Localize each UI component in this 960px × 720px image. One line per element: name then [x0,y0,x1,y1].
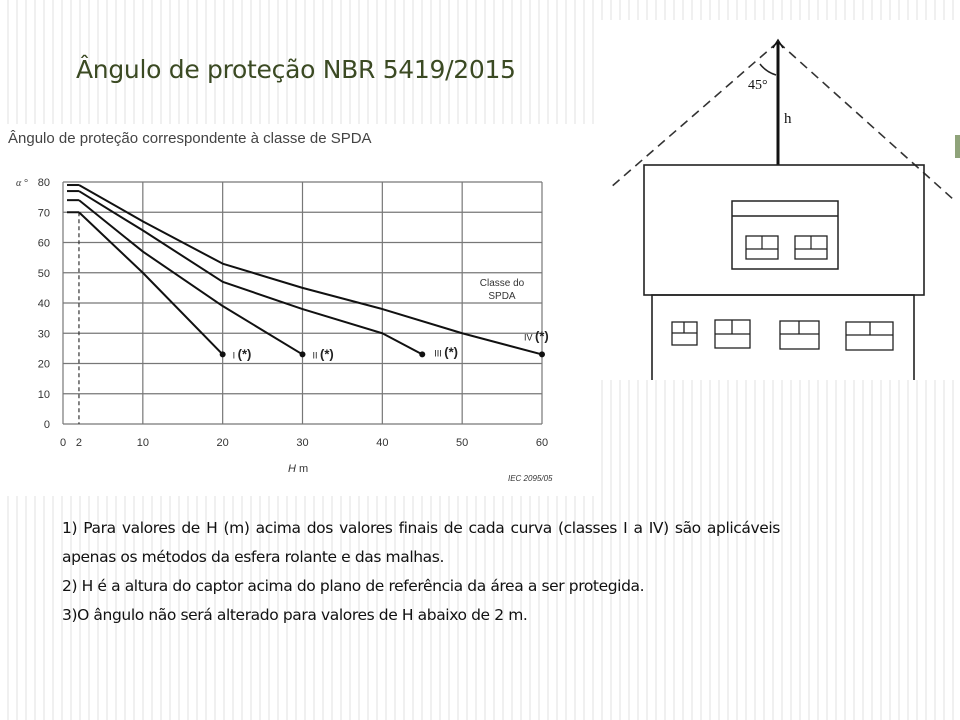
angle-label: 45° [748,78,768,93]
slide-title: Ângulo de proteção NBR 5419/2015 [76,55,516,84]
svg-text:40: 40 [376,437,389,449]
svg-text:IV (*): IV (*) [524,328,549,344]
note-1: 1) Para valores de H (m) acima dos valores finais de cada curva (classes I a IV) são aplicáveis apenas os métodos da esfera rolante e das malhas. [62,519,780,566]
svg-text:I (*): I (*) [232,346,252,362]
note-2: 2) H é a altura do captor acima do plano de referência da área a ser protegida. [62,577,645,595]
svg-text:70: 70 [37,207,50,220]
side-accent-bar [955,135,960,158]
svg-text:20: 20 [37,358,50,371]
svg-text:10: 10 [37,388,50,401]
height-label: h [784,111,792,127]
svg-text:0: 0 [59,437,67,449]
svg-text:10: 10 [136,437,149,449]
svg-text:30: 30 [296,437,309,449]
svg-text:60: 60 [535,437,549,449]
svg-text:40: 40 [37,298,50,310]
svg-text:50: 50 [37,267,50,280]
svg-text:60: 60 [37,237,50,250]
series-IV [79,185,542,354]
note-3: 3)O ângulo não será alterado para valores de H abaixo de 2 m. [62,606,528,624]
angle-arc [760,64,776,75]
svg-text:0: 0 [43,419,50,431]
svg-text:H m: H m [288,463,309,475]
notes-block [62,514,780,630]
svg-text:30: 30 [37,328,50,341]
chart-plot [0,124,598,496]
protection-angle-chart [0,124,598,496]
cone-left-line [610,42,778,188]
svg-text:III (*): III (*) [434,344,458,360]
upper-floor [644,165,924,295]
lower-floor [652,295,914,380]
svg-text:SPDA: SPDA [488,291,516,302]
house-protection-diagram [598,20,960,380]
svg-text:Classe do: Classe do [479,278,525,289]
svg-text:2: 2 [75,437,83,449]
svg-text:20: 20 [216,437,229,449]
house-drawing [598,20,960,380]
svg-text:II (*): II (*) [312,346,334,362]
svg-text:80: 80 [37,177,50,189]
svg-text:50: 50 [456,437,469,449]
cone-right-line [778,42,954,200]
chart-title: Ângulo de proteção correspondente à classe de SPDA [8,130,372,147]
svg-text:α °: α ° [16,178,28,189]
svg-text:IEC 2095/05: IEC 2095/05 [508,474,553,483]
